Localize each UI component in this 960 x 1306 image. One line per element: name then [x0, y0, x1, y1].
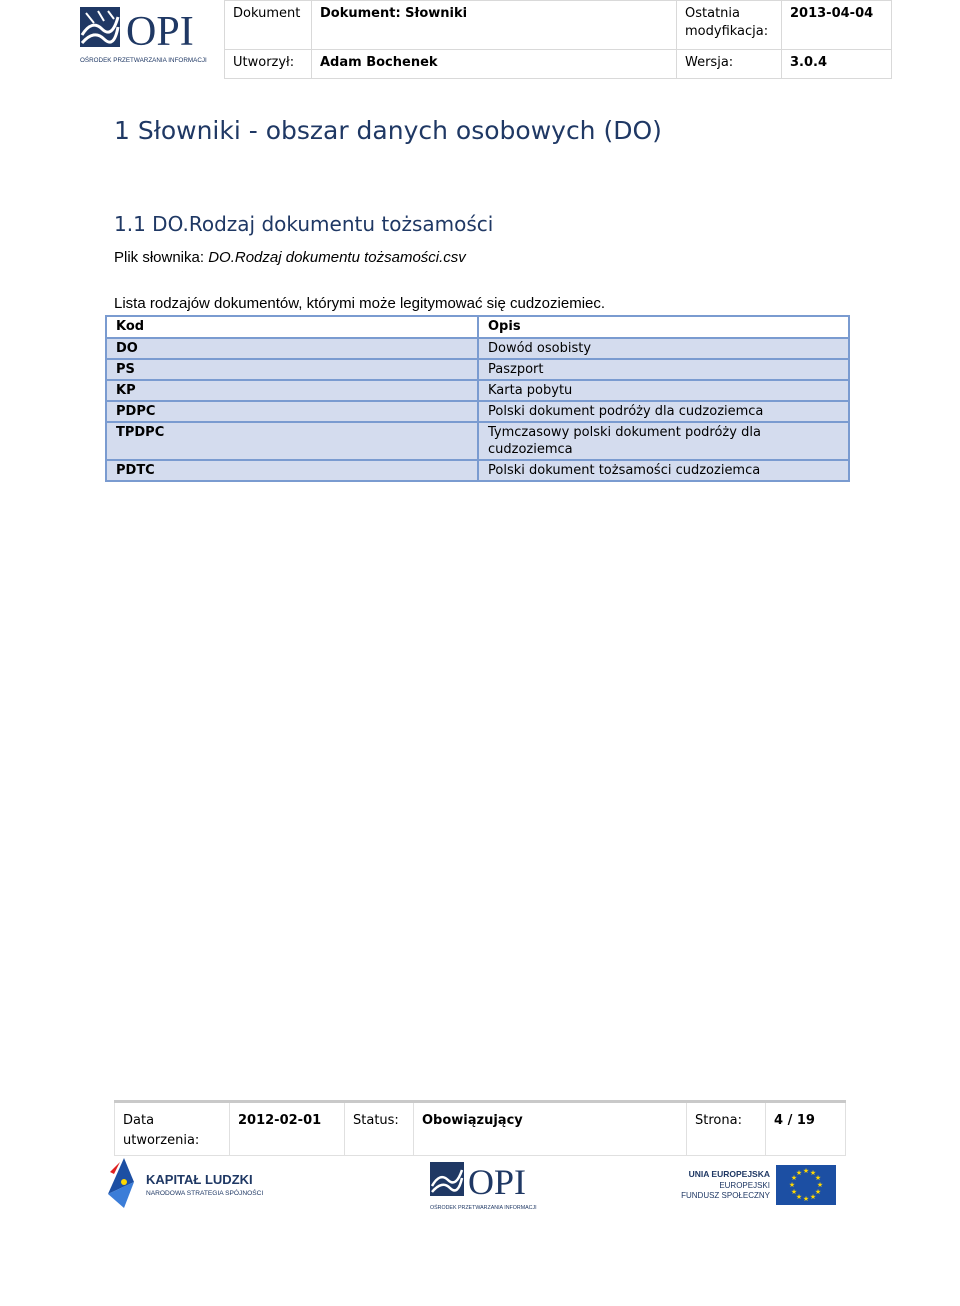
column-header-kod: Kod — [106, 316, 478, 338]
cell-opis: Polski dokument tożsamości cudzoziemca — [478, 460, 849, 481]
cell-kod: KP — [106, 380, 478, 401]
table-row — [106, 338, 849, 359]
cell-opis: Karta pobytu — [478, 380, 849, 401]
column-header-opis: Opis — [478, 316, 849, 338]
modified-label: Ostatnia modyfikacja: — [677, 1, 782, 50]
svg-text:★: ★ — [790, 1174, 798, 1182]
opi-footer-logo — [430, 1160, 542, 1212]
version-label: Wersja: — [677, 50, 782, 79]
page-number: 4 / 19 — [766, 1102, 846, 1156]
eu-line2: EUROPEJSKI — [719, 1181, 770, 1190]
svg-text:★: ★ — [814, 1174, 822, 1182]
eu-line3: FUNDUSZ SPOŁECZNY — [681, 1191, 770, 1200]
svg-text:★: ★ — [795, 1169, 803, 1177]
table-row — [106, 460, 849, 481]
author-value: Adam Bochenek — [312, 50, 677, 79]
created-label: Data utworzenia: — [115, 1102, 230, 1156]
svg-text:★: ★ — [809, 1193, 817, 1201]
doc-value: Dokument: Słowniki — [312, 1, 677, 50]
cell-kod: TPDPC — [106, 422, 478, 460]
table-row — [106, 401, 849, 422]
doc-label: Dokument — [225, 1, 312, 50]
cell-opis: Paszport — [478, 359, 849, 380]
version-value: 3.0.4 — [782, 50, 892, 79]
cell-kod: PS — [106, 359, 478, 380]
table-row — [106, 359, 849, 380]
svg-text:★: ★ — [795, 1193, 803, 1201]
dictionary-table — [105, 315, 850, 482]
created-value: 2012-02-01 — [230, 1102, 345, 1156]
opi-logo-mark-icon — [80, 7, 120, 47]
kapital-ludzki-title: KAPITAŁ LUDZKI — [146, 1172, 253, 1187]
table-row — [106, 380, 849, 401]
cell-kod: PDPC — [106, 401, 478, 422]
cell-opis: Polski dokument podróży dla cudzoziemca — [478, 401, 849, 422]
opi-logo-text: OPI — [126, 9, 194, 55]
svg-text:★: ★ — [788, 1181, 796, 1189]
status-label: Status: — [345, 1102, 414, 1156]
table-header-row — [106, 316, 849, 338]
author-label: Utworzył: — [225, 50, 312, 79]
page-label: Strona: — [687, 1102, 766, 1156]
dictionary-file-name: DO.Rodzaj dokumentu tożsamości.csv — [208, 249, 466, 266]
opi-footer-text: OPI — [468, 1162, 527, 1202]
cell-kod: DO — [106, 338, 478, 359]
opi-footer-subtitle: OŚRODEK PRZETWARZANIA INFORMACJI — [430, 1205, 537, 1211]
document-header-table — [224, 0, 892, 79]
document-footer-table — [114, 1100, 846, 1156]
svg-text:★: ★ — [809, 1169, 817, 1177]
eu-flag-icon — [776, 1165, 836, 1205]
status-value: Obowiązujący — [414, 1102, 687, 1156]
cell-kod: PDTC — [106, 460, 478, 481]
dictionary-description: Lista rodzajów dokumentów, którymi może legitymować się cudzoziemiec. — [114, 295, 606, 312]
kapital-ludzki-logo — [104, 1154, 264, 1210]
modified-value: 2013-04-04 — [782, 1, 892, 50]
eu-efs-logo — [681, 1163, 838, 1205]
eu-line1: UNIA EUROPEJSKA — [688, 1169, 770, 1179]
cell-opis: Tymczasowy polski dokument podróży dla cudzoziemca — [478, 422, 849, 460]
cell-opis: Dowód osobisty — [478, 338, 849, 359]
svg-text:★: ★ — [814, 1188, 822, 1196]
section-heading: 1 Słowniki - obszar danych osobowych (DO) — [114, 116, 662, 145]
kapital-ludzki-subtitle: NARODOWA STRATEGIA SPÓJNOŚCI — [146, 1190, 264, 1197]
opi-logo-subtitle: OŚRODEK PRZETWARZANIA INFORMACJI — [80, 57, 207, 64]
opi-logo — [80, 5, 212, 65]
svg-text:★: ★ — [816, 1181, 824, 1189]
dictionary-file-label: Plik słownika: — [114, 249, 209, 266]
svg-text:★: ★ — [802, 1167, 810, 1175]
svg-text:★: ★ — [790, 1188, 798, 1196]
subsection-heading: 1.1 DO.Rodzaj dokumentu tożsamości — [114, 212, 494, 236]
svg-text:★: ★ — [802, 1195, 810, 1203]
dictionary-file-line — [114, 249, 466, 266]
opi-footer-mark-icon — [430, 1162, 464, 1196]
table-row — [106, 422, 849, 460]
kapital-ludzki-mark-icon — [108, 1158, 134, 1208]
